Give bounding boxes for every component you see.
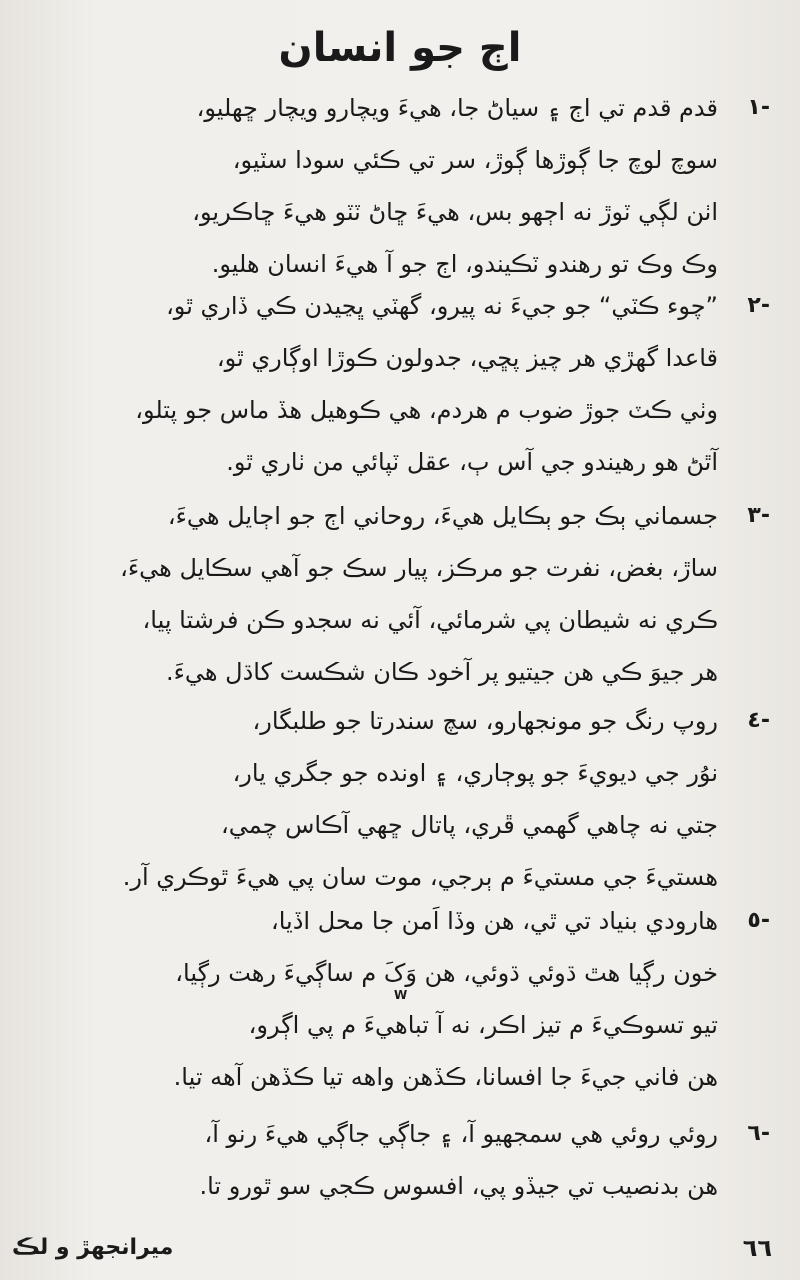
stanza-number: -٤ [747, 708, 770, 733]
verse-line: قاعدا گهڙي هر چيز پڇي، جدولون ڪوڙا اوڳاري ٿو، [216, 344, 718, 372]
verse-line: وڪ وڪ تو رهندو ٽڪيندو، اڄ جو آ هيءَ انسان هليو. [211, 250, 718, 278]
stanza-5 [15, 895, 770, 1103]
verse-line: هارودي بنياد تي ٿي، هن وڏا اَمن جا محل اڏيا، [271, 907, 718, 935]
poem-title: اڄ جو انسان [278, 25, 522, 71]
verse-line: روئي روئي هي سمجهيو آ، ۽ جاڳي جاڳي هيءَ رنو آ، [204, 1120, 718, 1148]
stanza-number: -٣ [747, 503, 770, 528]
verse-line: تيو تسوڪيءَ م تيز اڪر، نه آ تباهيءَ م پي اڳرو، [248, 1011, 718, 1039]
footer-book-title: ميرانجهڙ و لڪ [12, 1235, 174, 1260]
verse-line: جتي نه چاهي گهمي ڦري، پاتال ڇهي آڪاس چمي، [221, 811, 718, 839]
verse-line: هن بدنصيب تي جيڏو پي، افسوس ڪجي سو ٿورو تا. [199, 1172, 718, 1200]
stanza-number: -٥ [747, 908, 770, 933]
stanza-3 [15, 490, 770, 698]
verse-line: ساڙ، بغض، نفرت جو مرڪز، پيار سڪ جو آهي سڪايل هيءَ، [120, 554, 718, 582]
verse-line: ”چوء ڪٽي“ جو جيءَ نه پيرو، گهٽي ڀڃيدن ڪي ڏاري ٿو، [166, 292, 718, 320]
stanza-number: -١ [747, 95, 770, 120]
verse-line: اٺن لڳي ٽوڙ نه اڄهو بس، هيءَ ڇاڻ ٽٽو هيءَ ڇاڪريو، [192, 198, 718, 226]
stanza-4 [15, 695, 770, 903]
stanza-number: -٦ [747, 1121, 770, 1146]
stanza-2 [15, 280, 770, 488]
verse-line: هر جيوَ ڪي هن جيتيو پر آخود ڪان شڪست کاڌل هيءَ. [165, 658, 718, 686]
verse-line: ڪري نه شيطان پي شرمائي، آئي نه سجدو ڪن فرشتا پيا، [142, 606, 718, 634]
page-number: ٦٦ [742, 1234, 772, 1262]
verse-line: قدم قدم تي اڄ ۽ سياڻ جا، هيءَ ويچارو ويچار ڇهليو، [196, 94, 718, 122]
verse-line: وٺي ڪٽ جوڙ ضوب م هردم، هي ڪوهيل هڏ ماس جو پتلو، [135, 396, 718, 424]
stanza-number: -٢ [747, 293, 770, 318]
verse-line: سوچ لوچ جا ڳوڙها ڳوڙ، سر تي ڪئي سودا سٽيو، [232, 146, 718, 174]
verse-line: آٿڻ هو رهيندو جي آس ٻ، عقل ٽپائي من ٺاري ٿو. [226, 448, 718, 476]
verse-line: نوُر جي ديويءَ جو پوڄاري، ۽ اونده جو جگري يار، [232, 759, 718, 787]
verse-line: هستيءَ جي مستيءَ م ٻرجي، موت سان پي هيءَ ٿوڪري آر. [122, 863, 718, 891]
stanza-6 [15, 1108, 770, 1212]
verse-line: خون رڳيا هٿ ڌوئي ڌوئي، هن وَکَ م ساڳيءَ رهت رڳيا، [175, 959, 718, 987]
verse-line: روپ رنگ جو مونجهارو، سچ سندرتا جو طلبگار، [252, 707, 718, 735]
margin-mark: W [394, 988, 408, 1002]
verse-line: هن فاني جيءَ جا افسانا، ڪڏهن واهه تيا ڪڏهن آهه تيا. [173, 1063, 718, 1091]
stanza-1 [15, 82, 770, 290]
verse-line: جسماني ٻڪ جو ٻڪايل هيءَ، روحاني اڄ جو اڄايل هيءَ، [167, 502, 718, 530]
